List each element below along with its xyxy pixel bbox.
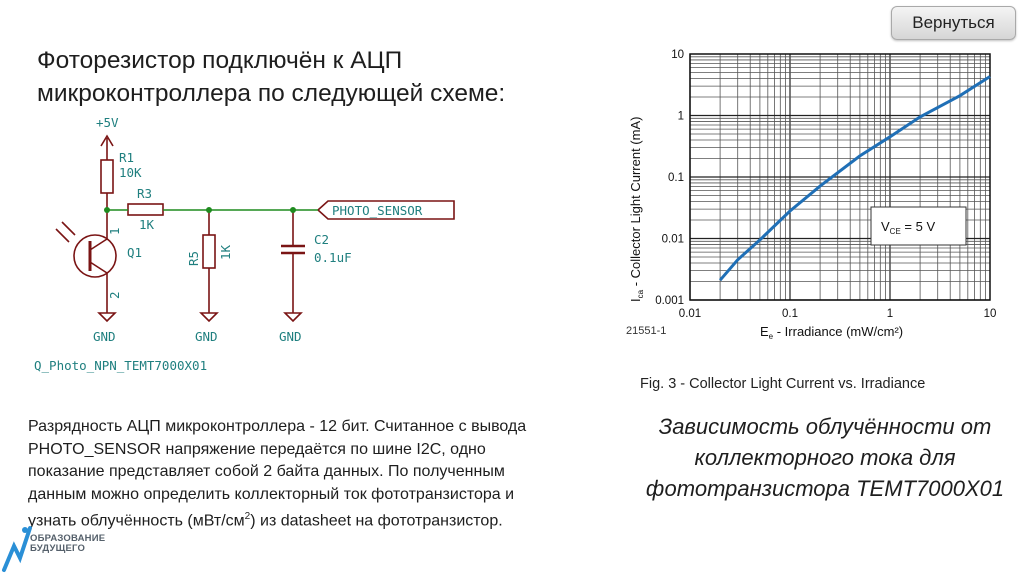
net-label: PHOTO_SENSOR — [332, 203, 423, 218]
c2-name: C2 — [314, 232, 330, 247]
x-tick-label: 1 — [886, 308, 894, 320]
r3-value: 1K — [139, 217, 155, 232]
gnd-label-3: GND — [279, 329, 302, 344]
x-tick-label: 0.1 — [782, 308, 798, 320]
r1-value: 10K — [119, 165, 142, 180]
r5-value: 1K — [218, 244, 233, 260]
x-tick-labels — [679, 308, 997, 320]
collector-current-chart — [610, 40, 1015, 400]
r1-name: R1 — [119, 150, 135, 165]
series-line — [720, 77, 990, 281]
description-text — [28, 416, 628, 533]
superscript: 2 — [244, 511, 251, 522]
pin-1: 1 — [107, 227, 122, 235]
logo-text — [30, 534, 105, 554]
y-tick-label: 0.001 — [655, 295, 684, 307]
chart-ylabel: $I_{ca}$ - Collector Light Current (mA) — [628, 116, 645, 302]
chart-figure-id: 21551-1 — [626, 325, 667, 337]
annotation-vce: $V_{CE} = 5$ V — [881, 219, 936, 236]
pin-2: 2 — [107, 291, 122, 299]
back-button[interactable]: Вернуться — [891, 6, 1016, 40]
description-text-part: ) из datasheet на фототранзистор. — [250, 512, 503, 530]
description-line: Разрядность АЦП микроконтроллера - 12 бит. Считанное с вывода — [28, 418, 527, 435]
description-line: показание представляет собой 2 байта данных. По полученным — [28, 463, 505, 480]
logo-line: БУДУЩЕГО — [30, 543, 86, 554]
y-tick-label: 0.1 — [668, 172, 684, 184]
description-line: данным можно определить коллекторный ток фототранзистора и — [28, 485, 515, 503]
slide-title: Фоторезистор подключён к АЦП микроконтроллера по следующей схеме: — [37, 47, 506, 107]
circuit-schematic — [20, 108, 480, 378]
chart-caption: Зависимость облучённости от коллекторного тока для фототранзистора TEMT7000X01 — [645, 414, 1005, 501]
description-line: PHOTO_SENSOR напряжение передаётся по шине I2C, одно — [28, 440, 486, 458]
y-tick-label: 1 — [677, 110, 684, 123]
logo-line: ОБРАЗОВАНИЕ — [30, 533, 106, 544]
y-tick-label: 10 — [671, 49, 684, 61]
r3-name: R3 — [137, 186, 153, 201]
r5-name: R5 — [186, 250, 201, 266]
chart-title: Fig. 3 - Collector Light Current vs. Irradiance — [640, 376, 926, 392]
q1-name: Q1 — [127, 245, 143, 260]
y-tick-labels — [655, 49, 684, 307]
c2-value: 0.1uF — [314, 250, 352, 265]
gnd-label-2: GND — [195, 329, 218, 344]
description-text-part: узнать облучённость (мВт/см — [28, 512, 245, 530]
gnd-label-1: GND — [93, 329, 116, 344]
y-tick-label: 0.01 — [661, 233, 684, 246]
part-name: Q_Photo_NPN_TEMT7000X01 — [34, 358, 208, 373]
chart-xlabel: $E_e$ - Irradiance (mW/cm²) — [760, 324, 904, 341]
x-tick-label: 10 — [983, 308, 997, 320]
vcc-label: +5V — [96, 115, 119, 130]
x-tick-label: 0.01 — [678, 308, 702, 320]
